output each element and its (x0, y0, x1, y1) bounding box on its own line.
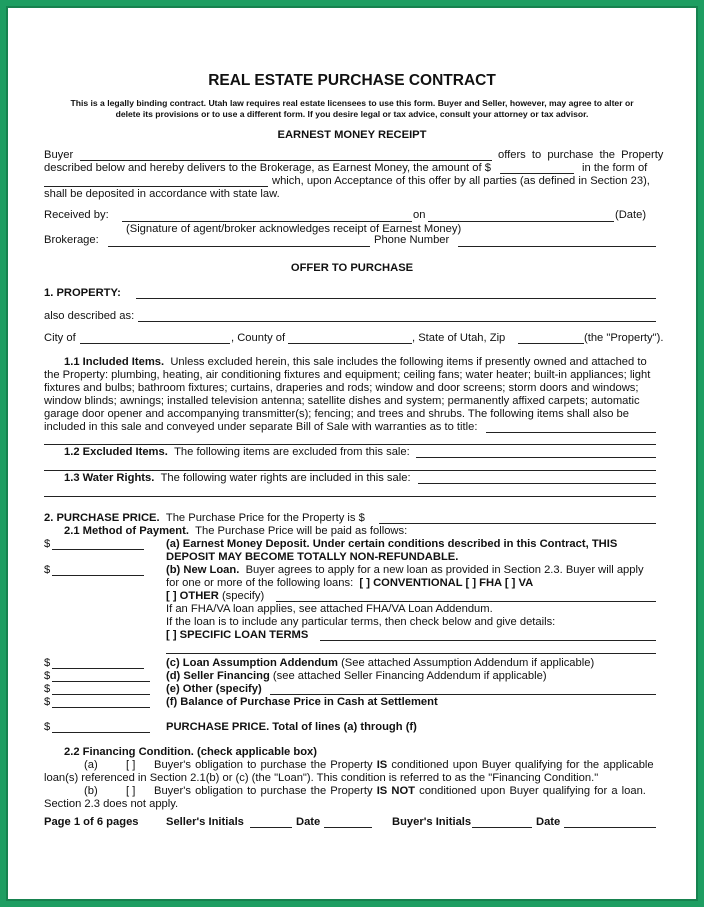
document-title: REAL ESTATE PURCHASE CONTRACT (208, 72, 496, 89)
financing-a-text-1: Buyer's obligation to purchase the Property (154, 759, 373, 771)
amount-b-field[interactable] (52, 575, 144, 576)
excluded-items-field-1[interactable] (416, 457, 656, 458)
received-date-field[interactable] (428, 221, 614, 222)
specific-loan-terms-checkbox[interactable]: [ ] SPECIFIC LOAN TERMS (166, 629, 309, 641)
financing-b-label: (b) (84, 785, 98, 797)
which-text: which, upon Acceptance of this offer by all parties (as defined in Section 23), (272, 175, 650, 187)
included-items-text-1: Unless excluded herein, this sale includes the following items if presently owned and attached to (170, 356, 647, 368)
phone-label: Phone Number (374, 234, 450, 246)
earnest-line-2: described below and hereby delivers to the Brokerage, as Earnest Money, the amount of $ (44, 162, 491, 174)
b-other-line (166, 590, 264, 603)
dollar-b: $ (44, 564, 51, 576)
seller-date-label: Date (296, 816, 321, 828)
water-rights-field-2[interactable] (44, 496, 656, 497)
included-items-line-2: the Property: plumbing, heating, air conditioning fixtures and equipment; ceiling fans; water heater; built-in appliances; light (44, 369, 651, 381)
property-end-text: (the "Property"). (584, 332, 664, 344)
d-text: (see attached Seller Financing Addendum if applicable) (272, 670, 547, 682)
other-loan-checkbox[interactable]: [ ] OTHER (166, 590, 219, 602)
specific-loan-terms-field-1[interactable] (320, 640, 656, 641)
f-title: (f) Balance of Purchase Price in Cash at Settlement (166, 696, 438, 708)
on-label: on (413, 209, 426, 221)
excluded-items-field-2[interactable] (44, 470, 656, 471)
purchase-price-line (44, 512, 365, 525)
included-items-line-5: garage door opener and accompanying transmitter(s); fencing; and trees and shrubs. The following items shall also be (44, 408, 629, 420)
b-fha-line: If an FHA/VA loan applies, see attached FHA/VA Loan Addendum. (166, 603, 493, 615)
buyer-label: Buyer (44, 149, 74, 161)
also-described-field[interactable] (138, 321, 656, 322)
specific-loan-terms-field-2[interactable] (166, 653, 656, 654)
e-title: (e) Other (specify) (166, 683, 262, 695)
city-field[interactable] (80, 343, 230, 344)
dollar-f: $ (44, 696, 51, 708)
excluded-items-text: The following items are excluded from this sale: (174, 446, 410, 458)
b-line-2 (166, 577, 533, 590)
county-label: , County of (231, 332, 286, 344)
dollar-d: $ (44, 670, 51, 682)
financing-a-line-2: loan(s) referenced in Section 2.1(b) or (c) (the "Loan"). This condition is referred to as the "Financing Condition." (44, 772, 599, 784)
water-rights-title: 1.3 Water Rights. (64, 472, 155, 484)
financing-b-checkbox[interactable]: [ ] (126, 785, 136, 797)
amount-a-field[interactable] (52, 549, 144, 550)
state-label: , State of Utah, Zip (412, 332, 506, 344)
document-page (6, 6, 698, 901)
included-items-field-2[interactable] (44, 444, 656, 445)
b-text: Buyer agrees to apply for a new loan as provided in Section 2.3. Buyer will apply (245, 564, 644, 576)
financing-a-text-2: conditioned upon Buyer qualifying for the applicable (391, 759, 654, 771)
earnest-form-field[interactable] (44, 186, 268, 187)
included-items-line-6: included in this sale and conveyed under separate Bill of Sale with warranties as to title: (44, 421, 478, 433)
financing-b-line-2: Section 2.3 does not apply. (44, 798, 179, 810)
other-loan-field[interactable] (276, 601, 656, 602)
buyer-date-field[interactable] (564, 827, 656, 828)
amount-f-field[interactable] (52, 707, 150, 708)
financing-a-is: IS (376, 759, 388, 771)
financing-b-line-1 (154, 785, 646, 798)
phone-field[interactable] (458, 246, 656, 247)
financing-a-checkbox[interactable]: [ ] (126, 759, 136, 771)
included-items-line-4: window blinds; awnings; installed television antenna; satellite dishes and system; permanently affixed carpets; automatic (44, 395, 640, 407)
amount-e-field[interactable] (52, 694, 150, 695)
excluded-items-title: 1.2 Excluded Items. (64, 446, 168, 458)
method-text: The Purchase Price will be paid as follows: (195, 525, 408, 537)
included-items-field-1[interactable] (486, 432, 656, 433)
included-items-line-3: fixtures and bulbs; bathroom fixtures; curtains, draperies and rods; window and door screens; storm doors and windows; (44, 382, 639, 394)
received-by-label: Received by: (44, 209, 109, 221)
intro-line-1: This is a legally binding contract. Utah law requires real estate licensees to use this form. Buyer and Seller, however, may agree to alter or (70, 98, 634, 108)
dollar-e: $ (44, 683, 51, 695)
offer-heading: OFFER TO PURCHASE (290, 262, 414, 274)
seller-initials-field[interactable] (250, 827, 292, 828)
amount-d-field[interactable] (52, 681, 150, 682)
zip-field[interactable] (518, 343, 584, 344)
excluded-items-line (64, 446, 410, 459)
date-label: (Date) (615, 209, 647, 221)
received-by-field[interactable] (122, 221, 412, 222)
c-line (166, 657, 594, 670)
purchase-price-text: The Purchase Price for the Property is $ (165, 512, 365, 524)
offers-text: offers to purchase the Property (498, 149, 664, 161)
amount-c-field[interactable] (52, 668, 144, 669)
dollar-c: $ (44, 657, 51, 669)
total-amount-field[interactable] (52, 732, 150, 733)
buyer-date-label: Date (536, 816, 561, 828)
b-line-2-text: for one or more of the following loans: (166, 577, 354, 589)
in-form-text: in the form of (582, 162, 648, 174)
b-terms-line: If the loan is to include any particular terms, then check below and give details: (166, 616, 556, 628)
purchase-price-label: 2. PURCHASE PRICE. (44, 512, 160, 524)
other-specify-field[interactable] (270, 694, 656, 695)
page-number: Page 1 of 6 pages (44, 816, 139, 828)
brokerage-field[interactable] (108, 246, 370, 247)
earnest-heading: EARNEST MONEY RECEIPT (277, 129, 427, 141)
c-text: (See attached Assumption Addendum if applicable) (341, 657, 595, 669)
financing-b-text-1: Buyer's obligation to purchase the Property (154, 785, 373, 797)
water-rights-line (64, 472, 411, 485)
dollar-a: $ (44, 538, 51, 550)
buyer-name-field[interactable] (80, 160, 492, 161)
financing-title: 2.2 Financing Condition. (check applicable box) (64, 746, 317, 758)
seller-date-field[interactable] (324, 827, 372, 828)
earnest-amount-field[interactable] (500, 173, 574, 174)
dollar-total: $ (44, 721, 51, 733)
buyer-initials-label: Buyer's Initials (392, 816, 472, 828)
a-line-2: DEPOSIT MAY BECOME TOTALLY NON-REFUNDABLE. (166, 551, 459, 563)
b-line-1 (166, 564, 644, 577)
method-line (64, 525, 407, 538)
buyer-initials-field[interactable] (472, 827, 532, 828)
financing-a-line-1 (154, 759, 654, 772)
intro-line-2: delete its provisions or to use a different form. If you desire legal or tax advice, consult your attorney or tax advisor. (115, 109, 589, 119)
water-rights-field-1[interactable] (418, 483, 656, 484)
b-specify: (specify) (221, 590, 265, 602)
included-items-title: 1.1 Included Items. (64, 356, 165, 368)
total-line: PURCHASE PRICE. Total of lines (a) through (f) (166, 721, 417, 733)
water-rights-text: The following water rights are included in this sale: (160, 472, 411, 484)
property-field[interactable] (136, 298, 656, 299)
method-title: 2.1 Method of Payment. (64, 525, 189, 537)
seller-initials-label: Seller's Initials (166, 816, 244, 828)
city-label: City of (44, 332, 76, 344)
county-field[interactable] (288, 343, 412, 344)
financing-b-isnot: IS NOT (376, 785, 415, 797)
loan-type-checkboxes[interactable]: [ ] CONVENTIONAL [ ] FHA [ ] VA (359, 577, 534, 589)
signature-note: (Signature of agent/broker acknowledges receipt of Earnest Money) (126, 223, 462, 235)
financing-a-label: (a) (84, 759, 98, 771)
d-line (166, 670, 547, 683)
deposit-text: shall be deposited in accordance with state law. (44, 188, 280, 200)
c-title: (c) Loan Assumption Addendum (166, 657, 338, 669)
financing-b-text-2: conditioned upon Buyer qualifying for a loan. (419, 785, 646, 797)
d-title: (d) Seller Financing (166, 670, 270, 682)
brokerage-label: Brokerage: (44, 234, 99, 246)
included-items-line-1 (64, 356, 647, 369)
also-described-label: also described as: (44, 310, 135, 322)
a-line-1: (a) Earnest Money Deposit. Under certain conditions described in this Contract, THIS (166, 538, 618, 550)
property-label: 1. PROPERTY: (44, 287, 121, 299)
b-title: (b) New Loan. (166, 564, 240, 576)
purchase-price-field[interactable] (379, 523, 656, 524)
